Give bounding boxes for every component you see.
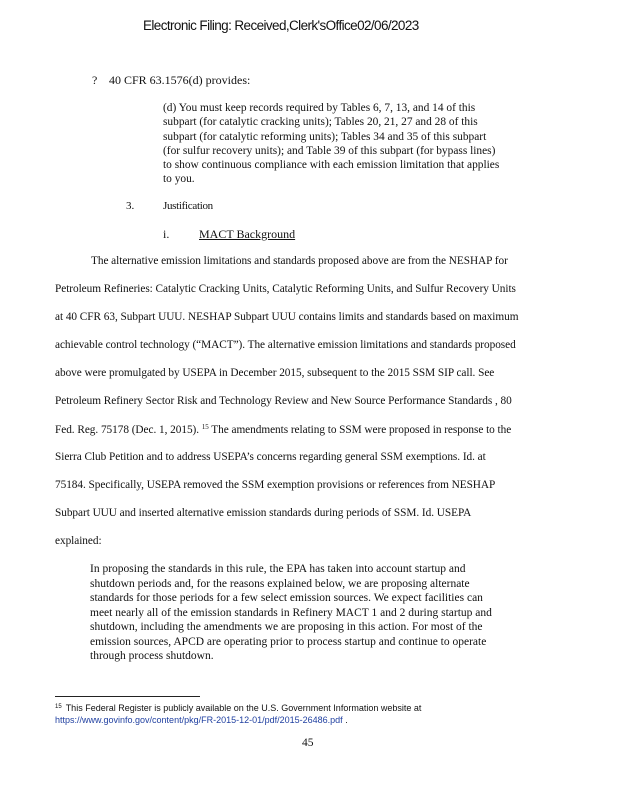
block-quote [90,562,530,664]
filing-stamp-header: Electronic Filing: Received,Clerk'sOffice02/06/2023 [143,18,419,33]
cfr-citation-bullet [92,73,250,88]
regulation-quote-line: to show continuous compliance with each emission limitation that applies [163,159,500,172]
body-line-part: The amendments relating to SSM were proposed in response to the [208,424,512,436]
body-line: Sierra Club Petition and to address USEPA’s concerns regarding general SSM exemptions. Id. at [55,451,486,463]
block-quote-line: shutdown periods and, for the reasons explained below, we are proposing alternate [90,577,470,590]
regulation-quote-line: (d) You must keep records required by Tables 6, 7, 13, and 14 of this [163,102,476,114]
footnote-link[interactable]: https://www.govinfo.gov/content/pkg/FR-2015-12-01/pdf/2015-26486.pdf [55,715,343,725]
block-quote-line: through process shutdown. [90,650,214,662]
footnote-link-line [55,715,348,725]
footnote-reference[interactable]: 15 [201,423,209,431]
block-quote-line: meet nearly all of the emission standards in Refinery MACT 1 and 2 during startup and [90,606,492,619]
body-line: The alternative emission limitations and standards proposed above are from the NESHAP for [91,255,508,267]
subsection-title: MACT Background [199,227,296,241]
body-line: Subpart UUU and inserted alternative emission standards during periods of SSM. Id. USEPA [55,507,472,519]
footnote [55,703,421,713]
regulation-quote [163,101,543,187]
body-line: at 40 CFR 63, Subpart UUU. NESHAP Subpart UUU contains limits and standards based on maximum [55,311,519,323]
regulation-quote-line: subpart (for catalytic cracking units); Tables 20, 21, 27 and 28 of this [163,116,478,129]
regulation-quote-line: to you. [163,173,195,186]
regulation-quote-line: (for sulfur recovery units); and Table 39 of this subpart (for bypass lines) [163,144,496,157]
body-line: achievable control technology (“MACT”). The alternative emission limitations and standards proposed [55,339,516,351]
bullet-text: 40 CFR 63.1576(d) provides: [109,73,251,87]
body-line: Petroleum Refineries: Catalytic Cracking Units, Catalytic Reforming Units, and Sulfur Recovery Units [55,283,516,295]
body-line: explained: [55,535,102,547]
footnote-text: This Federal Register is publicly available on the U.S. Government Information website at [65,703,422,713]
block-quote-line: shutdown, including the amendments we are proposing in this action. For most of the [90,621,483,633]
section-title: Justification [163,200,213,212]
footnote-trailing: . [342,715,348,725]
subsection-number: i. [163,227,170,241]
body-line-with-footnote [55,423,511,436]
body-line: Petroleum Refinery Sector Risk and Technology Review and New Source Performance Standards , 80 [55,395,512,407]
page-number: 45 [302,737,314,749]
body-line: 75184. Specifically, USEPA removed the SSM exemption provisions or references from NESHAP [55,479,496,491]
body-line: above were promulgated by USEPA in December 2015, subsequent to the 2015 SSM SIP call. See [55,367,495,379]
bullet-marker: ? [92,73,98,87]
footnote-marker: 15 [55,704,62,710]
section-number: 3. [126,200,135,212]
footnote-divider [55,696,200,697]
block-quote-line: standards for those periods for a few select emission sources. We expect facilities can [90,592,483,604]
block-quote-line: In proposing the standards in this rule, the EPA has taken into account startup and [90,563,466,575]
body-line-part: Fed. Reg. 75178 (Dec. 1, 2015). [55,424,200,436]
block-quote-line: emission sources, APCD are operating prior to process startup and continue to operate [90,635,487,648]
regulation-quote-line: subpart (for catalytic reforming units); Tables 34 and 35 of this subpart [163,130,487,143]
